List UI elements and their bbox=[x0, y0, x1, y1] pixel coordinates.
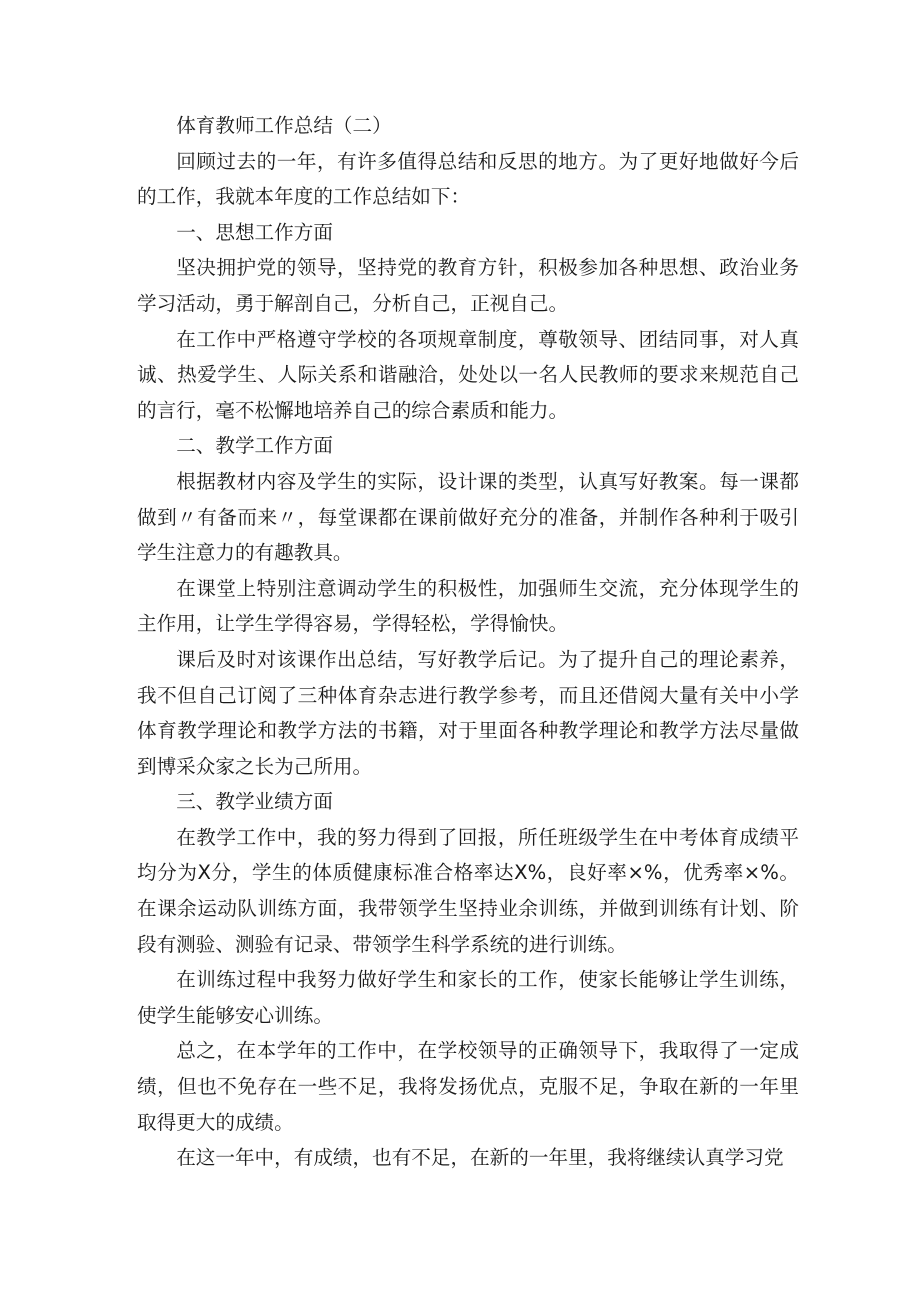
paragraph-performance-2: 在训练过程中我努力做好学生和家长的工作，使家长能够让学生训练，使学生能够安心训练。 bbox=[137, 968, 799, 1027]
intro-paragraph: 回顾过去的一年，有许多值得总结和反思的地方。为了更好地做好今后的工作，我就本年度的工作总结如下： bbox=[137, 149, 799, 209]
document-body bbox=[137, 108, 799, 1176]
section-heading-teaching: 二、教学工作方面 bbox=[176, 434, 333, 458]
paragraph-ideology-2: 在工作中严格遵守学校的各项规章制度，尊敬领导、团结同事，对人真诚、热爱学生、人际关系和谐融洽，处处以一名人民教师的要求来规范自己的言行，毫不松懈地培养自己的综合素质和能力。 bbox=[137, 327, 799, 422]
paragraph-summary: 总之，在本学年的工作中，在学校领导的正确领导下，我取得了一定成绩，但也不免存在一些不足，我将发扬优点，克服不足，争取在新的一年里取得更大的成绩。 bbox=[137, 1039, 799, 1134]
paragraph-performance-1: 在教学工作中，我的努力得到了回报，所任班级学生在中考体育成绩平均分为X分，学生的体质健康标准合格率达X%，良好率×%，优秀率×%。在课余运动队训练方面，我带领学生坚持业余训练，并做到训练有计划、阶段有测验、测验有记录、带领学生科学系统的进行训练。 bbox=[137, 825, 799, 956]
section-heading-performance: 三、教学业绩方面 bbox=[176, 790, 333, 814]
paragraph-closing: 在这一年中，有成绩，也有不足，在新的一年里，我将继续认真学习党 bbox=[176, 1146, 784, 1170]
document-title: 体育教师工作总结（二） bbox=[176, 114, 392, 137]
paragraph-ideology-1: 坚决拥护党的领导，坚持党的教育方针，积极参加各种思想、政治业务学习活动，勇于解剖自己，分析自己，正视自己。 bbox=[137, 256, 799, 315]
paragraph-teaching-1: 根据教材内容及学生的实际，设计课的类型，认真写好教案。每一课都做到〃有备而来〃，每堂课都在课前做好充分的准备，并制作各种利于吸引学生注意力的有趣教具。 bbox=[137, 469, 799, 565]
paragraph-teaching-3: 课后及时对该课作出总结，写好教学后记。为了提升自己的理论素养，我不但自己订阅了三种体育杂志进行教学参考，而且还借阅大量有关中小学体育教学理论和教学方法的书籍，对于里面各种教学理论和教学方法尽量做到博采众家之长为己所用。 bbox=[137, 647, 799, 778]
section-heading-ideology: 一、思想工作方面 bbox=[176, 220, 333, 244]
paragraph-teaching-2: 在课堂上特别注意调动学生的积极性，加强师生交流，充分体现学生的主作用，让学生学得容易，学得轻松，学得愉快。 bbox=[137, 576, 799, 636]
